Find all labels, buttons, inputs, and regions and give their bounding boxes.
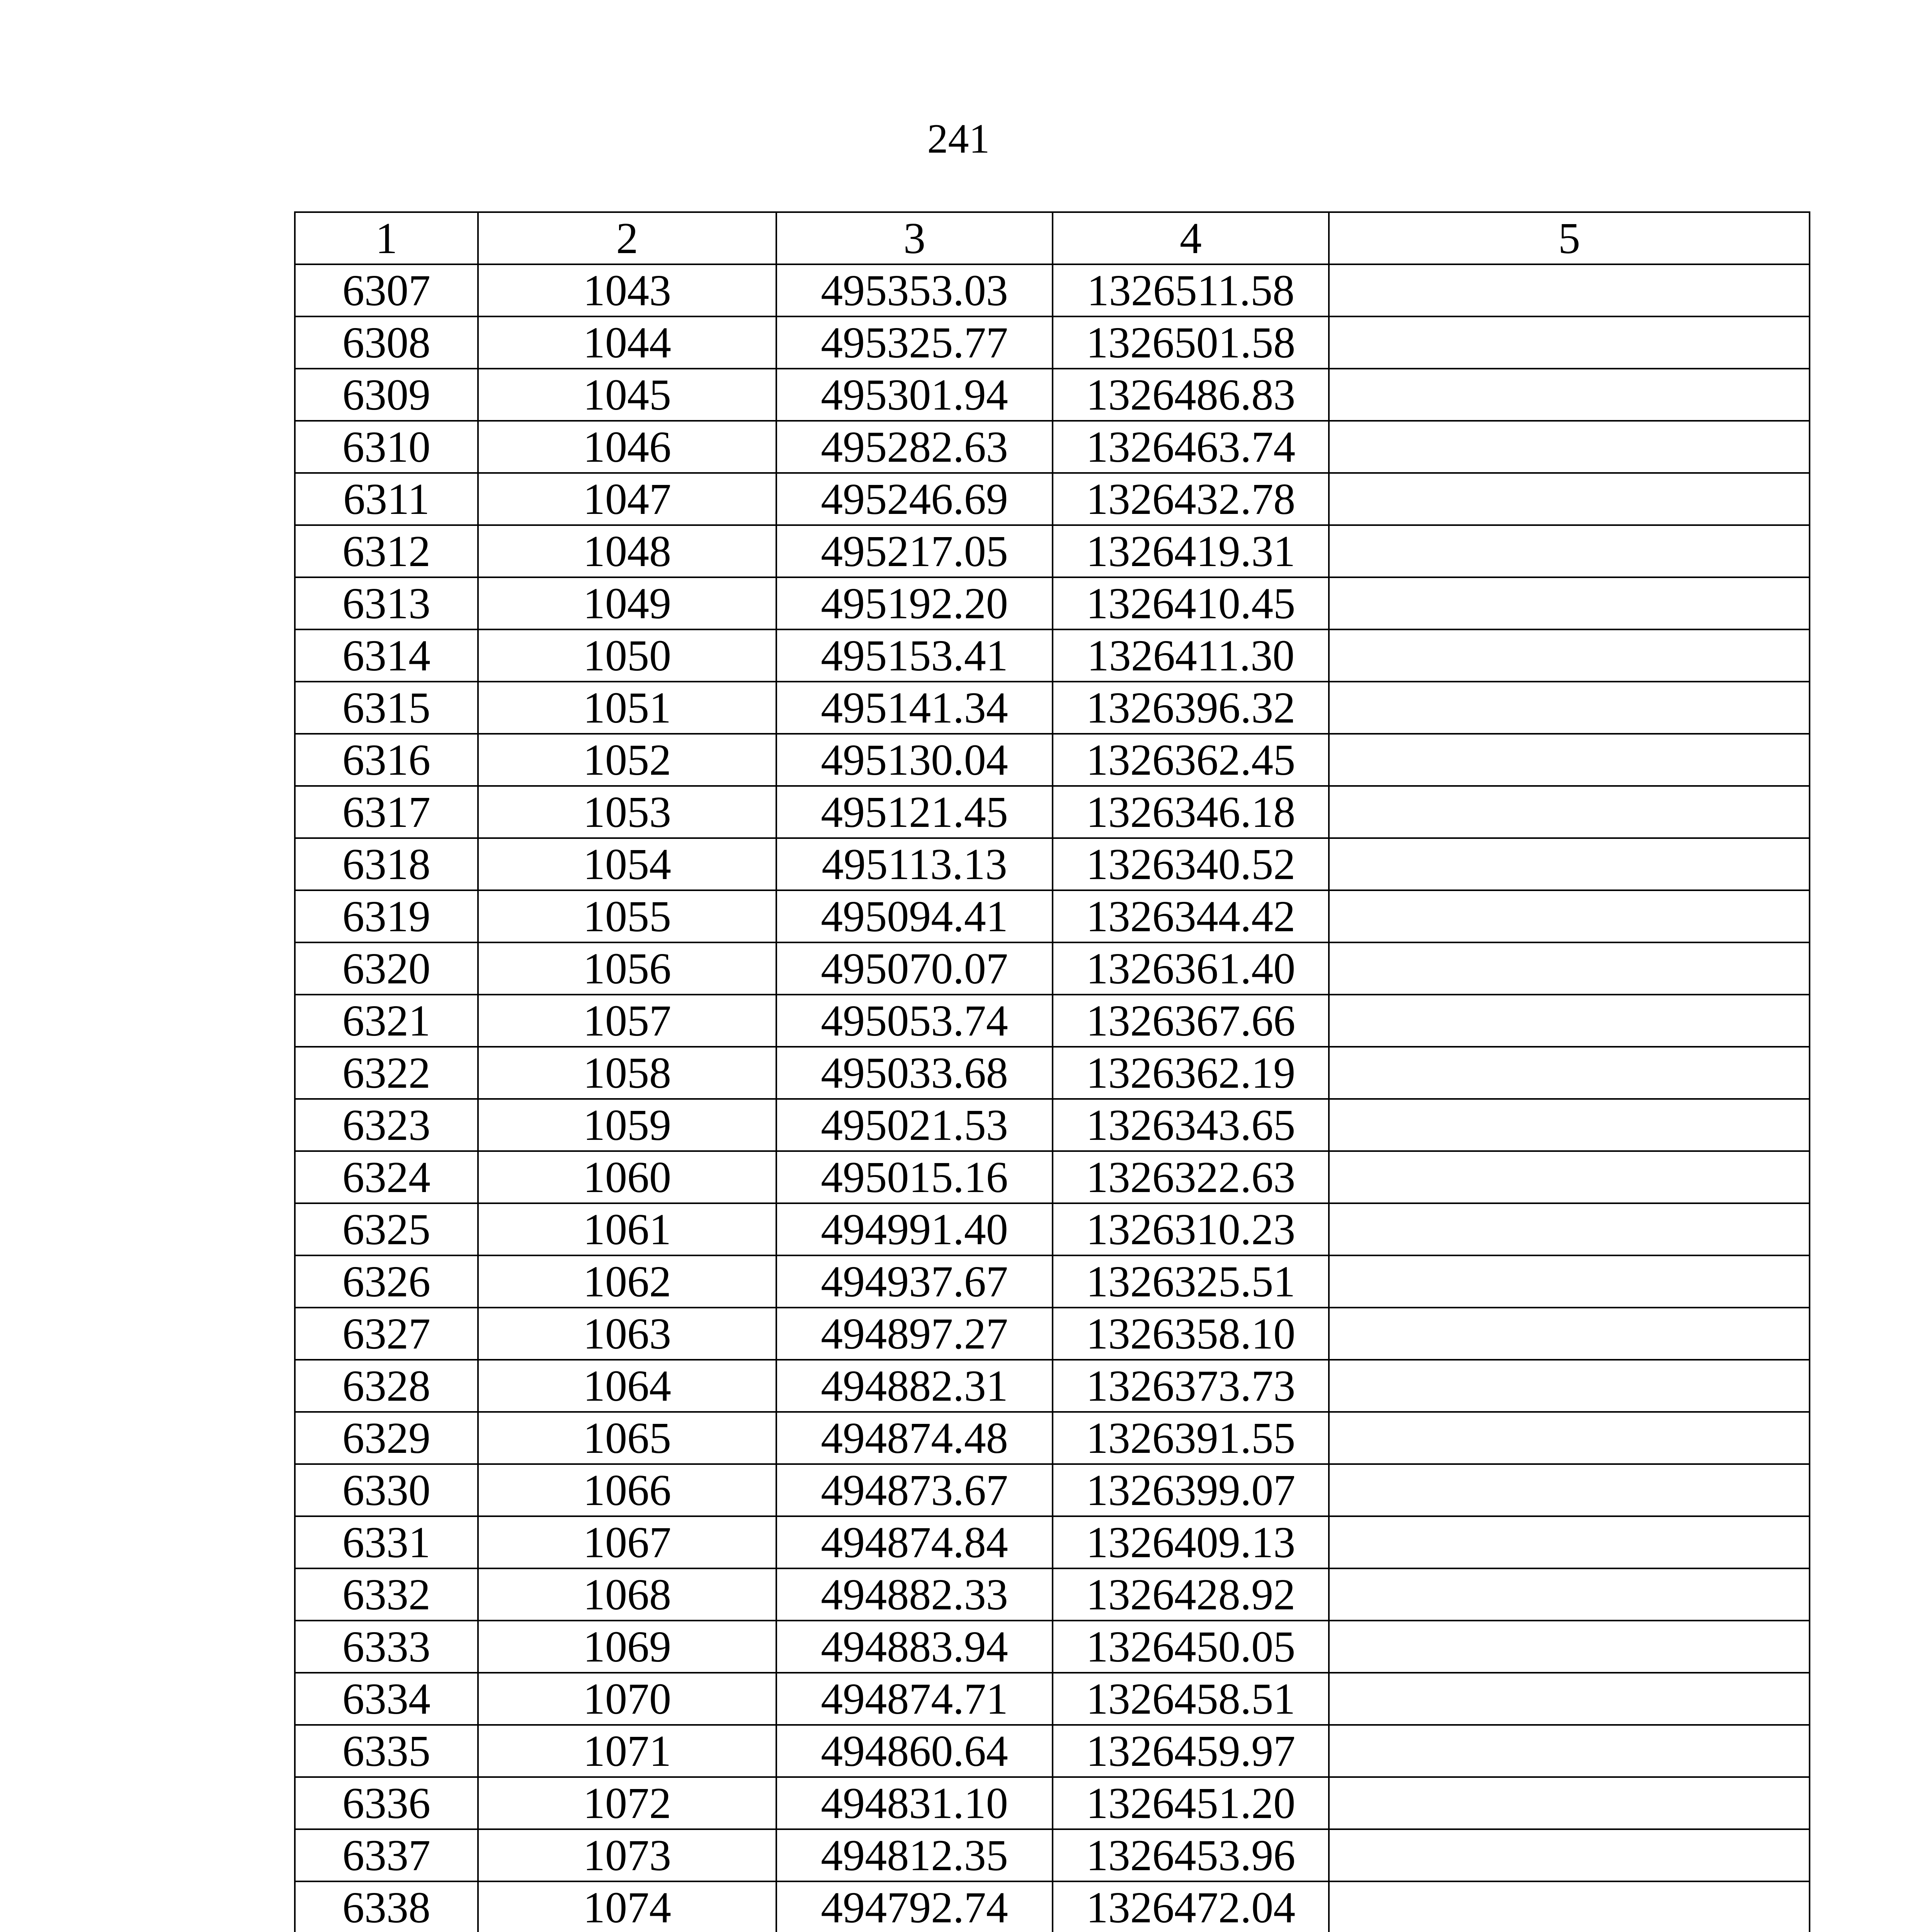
table-row <box>295 1725 1810 1777</box>
table-row <box>295 525 1810 577</box>
table-cell-col-3: 495301.94 <box>776 369 1053 421</box>
header-cell-1: 1 <box>295 212 478 264</box>
table-cell-col-2: 1071 <box>478 1725 776 1777</box>
table-cell-col-2: 1066 <box>478 1464 776 1516</box>
table-cell-col-1: 6333 <box>295 1621 478 1673</box>
table-cell-col-1: 6332 <box>295 1568 478 1621</box>
table-cell-col-1: 6317 <box>295 786 478 838</box>
table-cell-col-2: 1043 <box>478 264 776 316</box>
table-row <box>295 942 1810 995</box>
table-cell-col-1: 6315 <box>295 682 478 734</box>
table-cell-col-2: 1074 <box>478 1881 776 1932</box>
table-cell-col-5 <box>1329 1099 1810 1151</box>
table-cell-col-4: 1326472.04 <box>1053 1881 1329 1932</box>
table-cell-col-4: 1326361.40 <box>1053 942 1329 995</box>
table-cell-col-2: 1045 <box>478 369 776 421</box>
table-cell-col-4: 1326428.92 <box>1053 1568 1329 1621</box>
table-row <box>295 1360 1810 1412</box>
table-cell-col-4: 1326340.52 <box>1053 838 1329 890</box>
table-row <box>295 629 1810 682</box>
table-cell-col-5 <box>1329 1777 1810 1829</box>
table-header-row <box>295 212 1810 264</box>
table-row <box>295 1308 1810 1360</box>
table-cell-col-2: 1069 <box>478 1621 776 1673</box>
table-row <box>295 1151 1810 1203</box>
table-cell-col-2: 1047 <box>478 473 776 525</box>
table-cell-col-3: 495353.03 <box>776 264 1053 316</box>
table-cell-col-3: 494874.84 <box>776 1516 1053 1568</box>
table-cell-col-1: 6331 <box>295 1516 478 1568</box>
table-cell-col-5 <box>1329 1308 1810 1360</box>
table-cell-col-2: 1061 <box>478 1203 776 1255</box>
table-cell-col-2: 1050 <box>478 629 776 682</box>
table-cell-col-3: 495192.20 <box>776 577 1053 629</box>
table-cell-col-1: 6328 <box>295 1360 478 1412</box>
table-cell-col-5 <box>1329 1360 1810 1412</box>
table-cell-col-3: 495113.13 <box>776 838 1053 890</box>
table-cell-col-3: 494882.33 <box>776 1568 1053 1621</box>
table-cell-col-1: 6321 <box>295 995 478 1047</box>
table-cell-col-5 <box>1329 1881 1810 1932</box>
table-cell-col-3: 495153.41 <box>776 629 1053 682</box>
table-cell-col-4: 1326310.23 <box>1053 1203 1329 1255</box>
table-cell-col-5 <box>1329 1516 1810 1568</box>
table-row <box>295 264 1810 316</box>
table-cell-col-2: 1058 <box>478 1047 776 1099</box>
table-cell-col-1: 6334 <box>295 1673 478 1725</box>
table-cell-col-5 <box>1329 1255 1810 1308</box>
table-cell-col-5 <box>1329 264 1810 316</box>
table-row <box>295 1516 1810 1568</box>
table-cell-col-3: 494937.67 <box>776 1255 1053 1308</box>
page-number: 241 <box>927 116 990 162</box>
table-row <box>295 473 1810 525</box>
table-cell-col-3: 495033.68 <box>776 1047 1053 1099</box>
table-cell-col-4: 1326409.13 <box>1053 1516 1329 1568</box>
table-cell-col-5 <box>1329 1203 1810 1255</box>
table-cell-col-1: 6323 <box>295 1099 478 1151</box>
table-cell-col-4: 1326501.58 <box>1053 316 1329 369</box>
table-cell-col-2: 1046 <box>478 421 776 473</box>
table-cell-col-4: 1326322.63 <box>1053 1151 1329 1203</box>
table-cell-col-2: 1048 <box>478 525 776 577</box>
table-row <box>295 1464 1810 1516</box>
table-cell-col-5 <box>1329 525 1810 577</box>
table-cell-col-3: 495121.45 <box>776 786 1053 838</box>
table-cell-col-3: 494812.35 <box>776 1829 1053 1881</box>
table-cell-col-5 <box>1329 1412 1810 1464</box>
table-row <box>295 369 1810 421</box>
table-cell-col-5 <box>1329 1621 1810 1673</box>
table-row <box>295 1047 1810 1099</box>
header-cell-4: 4 <box>1053 212 1329 264</box>
table-cell-col-2: 1057 <box>478 995 776 1047</box>
table-cell-col-3: 494897.27 <box>776 1308 1053 1360</box>
table-row <box>295 1255 1810 1308</box>
table-row <box>295 1777 1810 1829</box>
table-cell-col-1: 6338 <box>295 1881 478 1932</box>
table-cell-col-2: 1065 <box>478 1412 776 1464</box>
table-row <box>295 1829 1810 1881</box>
table-cell-col-2: 1053 <box>478 786 776 838</box>
table-cell-col-1: 6335 <box>295 1725 478 1777</box>
table-cell-col-1: 6310 <box>295 421 478 473</box>
table-cell-col-4: 1326458.51 <box>1053 1673 1329 1725</box>
table-cell-col-3: 495246.69 <box>776 473 1053 525</box>
header-cell-5: 5 <box>1329 212 1810 264</box>
table-cell-col-4: 1326463.74 <box>1053 421 1329 473</box>
table-cell-col-3: 495141.34 <box>776 682 1053 734</box>
table-row <box>295 1673 1810 1725</box>
table-cell-col-3: 495021.53 <box>776 1099 1053 1151</box>
table-cell-col-4: 1326399.07 <box>1053 1464 1329 1516</box>
table-cell-col-5 <box>1329 473 1810 525</box>
table-row <box>295 316 1810 369</box>
table-row <box>295 1412 1810 1464</box>
table-cell-col-2: 1055 <box>478 890 776 942</box>
table-cell-col-1: 6307 <box>295 264 478 316</box>
coordinates-table <box>294 211 1810 1932</box>
table-cell-col-3: 495282.63 <box>776 421 1053 473</box>
table-cell-col-3: 495015.16 <box>776 1151 1053 1203</box>
table-cell-col-3: 495094.41 <box>776 890 1053 942</box>
table-body <box>295 264 1810 1932</box>
table-cell-col-4: 1326373.73 <box>1053 1360 1329 1412</box>
table-cell-col-1: 6311 <box>295 473 478 525</box>
table-cell-col-2: 1070 <box>478 1673 776 1725</box>
table-cell-col-1: 6318 <box>295 838 478 890</box>
table-cell-col-3: 494874.71 <box>776 1673 1053 1725</box>
table-cell-col-5 <box>1329 629 1810 682</box>
table-cell-col-3: 494991.40 <box>776 1203 1053 1255</box>
table-cell-col-4: 1326459.97 <box>1053 1725 1329 1777</box>
table-row <box>295 890 1810 942</box>
table-cell-col-3: 494860.64 <box>776 1725 1053 1777</box>
table-cell-col-2: 1052 <box>478 734 776 786</box>
table-cell-col-4: 1326450.05 <box>1053 1621 1329 1673</box>
table-cell-col-4: 1326411.30 <box>1053 629 1329 682</box>
table-cell-col-1: 6316 <box>295 734 478 786</box>
table-cell-col-1: 6325 <box>295 1203 478 1255</box>
table-cell-col-5 <box>1329 734 1810 786</box>
table-cell-col-5 <box>1329 786 1810 838</box>
table-row <box>295 682 1810 734</box>
table-cell-col-5 <box>1329 1568 1810 1621</box>
table-cell-col-1: 6330 <box>295 1464 478 1516</box>
table-cell-col-5 <box>1329 682 1810 734</box>
table-cell-col-5 <box>1329 890 1810 942</box>
table-cell-col-1: 6329 <box>295 1412 478 1464</box>
table-cell-col-4: 1326325.51 <box>1053 1255 1329 1308</box>
table-row <box>295 786 1810 838</box>
table-row <box>295 995 1810 1047</box>
table-cell-col-4: 1326396.32 <box>1053 682 1329 734</box>
table-row <box>295 1568 1810 1621</box>
table-cell-col-2: 1054 <box>478 838 776 890</box>
table-cell-col-2: 1060 <box>478 1151 776 1203</box>
table-cell-col-5 <box>1329 421 1810 473</box>
table-cell-col-4: 1326391.55 <box>1053 1412 1329 1464</box>
table-row <box>295 734 1810 786</box>
table-cell-col-4: 1326367.66 <box>1053 995 1329 1047</box>
table-cell-col-3: 494831.10 <box>776 1777 1053 1829</box>
table-cell-col-1: 6308 <box>295 316 478 369</box>
table-cell-col-4: 1326410.45 <box>1053 577 1329 629</box>
table-cell-col-2: 1064 <box>478 1360 776 1412</box>
table-cell-col-4: 1326362.19 <box>1053 1047 1329 1099</box>
table-cell-col-1: 6336 <box>295 1777 478 1829</box>
table-cell-col-1: 6327 <box>295 1308 478 1360</box>
table-cell-col-4: 1326344.42 <box>1053 890 1329 942</box>
table-cell-col-2: 1072 <box>478 1777 776 1829</box>
table-cell-col-5 <box>1329 1047 1810 1099</box>
table-cell-col-3: 494874.48 <box>776 1412 1053 1464</box>
table-cell-col-4: 1326511.58 <box>1053 264 1329 316</box>
table-row <box>295 421 1810 473</box>
header-cell-3: 3 <box>776 212 1053 264</box>
table-cell-col-2: 1062 <box>478 1255 776 1308</box>
table-cell-col-4: 1326346.18 <box>1053 786 1329 838</box>
table-row <box>295 1881 1810 1932</box>
table-cell-col-2: 1049 <box>478 577 776 629</box>
table-cell-col-2: 1056 <box>478 942 776 995</box>
table-cell-col-5 <box>1329 1829 1810 1881</box>
header-cell-2: 2 <box>478 212 776 264</box>
table-cell-col-3: 495130.04 <box>776 734 1053 786</box>
table-cell-col-2: 1059 <box>478 1099 776 1151</box>
table-cell-col-2: 1044 <box>478 316 776 369</box>
table-cell-col-1: 6326 <box>295 1255 478 1308</box>
table-cell-col-1: 6337 <box>295 1829 478 1881</box>
table-cell-col-1: 6313 <box>295 577 478 629</box>
table-cell-col-1: 6312 <box>295 525 478 577</box>
table-row <box>295 1621 1810 1673</box>
table-cell-col-5 <box>1329 942 1810 995</box>
table-cell-col-1: 6320 <box>295 942 478 995</box>
table-cell-col-5 <box>1329 1673 1810 1725</box>
table-cell-col-3: 495053.74 <box>776 995 1053 1047</box>
table-cell-col-4: 1326451.20 <box>1053 1777 1329 1829</box>
table-cell-col-2: 1068 <box>478 1568 776 1621</box>
table-cell-col-4: 1326453.96 <box>1053 1829 1329 1881</box>
table-row <box>295 1203 1810 1255</box>
table-cell-col-3: 495217.05 <box>776 525 1053 577</box>
table-cell-col-3: 494883.94 <box>776 1621 1053 1673</box>
table-cell-col-4: 1326358.10 <box>1053 1308 1329 1360</box>
table-cell-col-4: 1326419.31 <box>1053 525 1329 577</box>
table-cell-col-1: 6314 <box>295 629 478 682</box>
table-cell-col-5 <box>1329 316 1810 369</box>
table-cell-col-3: 494792.74 <box>776 1881 1053 1932</box>
table-cell-col-3: 494882.31 <box>776 1360 1053 1412</box>
table-cell-col-3: 495070.07 <box>776 942 1053 995</box>
table-cell-col-5 <box>1329 1464 1810 1516</box>
table-cell-col-2: 1051 <box>478 682 776 734</box>
table-cell-col-2: 1063 <box>478 1308 776 1360</box>
table-cell-col-2: 1073 <box>478 1829 776 1881</box>
table-cell-col-5 <box>1329 1725 1810 1777</box>
table-cell-col-4: 1326362.45 <box>1053 734 1329 786</box>
table-cell-col-4: 1326432.78 <box>1053 473 1329 525</box>
table-row <box>295 838 1810 890</box>
table-cell-col-1: 6319 <box>295 890 478 942</box>
table-row <box>295 1099 1810 1151</box>
table-cell-col-4: 1326486.83 <box>1053 369 1329 421</box>
table-cell-col-5 <box>1329 995 1810 1047</box>
table-cell-col-5 <box>1329 369 1810 421</box>
table-cell-col-3: 494873.67 <box>776 1464 1053 1516</box>
table-cell-col-5 <box>1329 1151 1810 1203</box>
table-cell-col-5 <box>1329 838 1810 890</box>
table-row <box>295 577 1810 629</box>
table-cell-col-3: 495325.77 <box>776 316 1053 369</box>
table-cell-col-1: 6322 <box>295 1047 478 1099</box>
table-cell-col-1: 6324 <box>295 1151 478 1203</box>
table-cell-col-1: 6309 <box>295 369 478 421</box>
table-cell-col-2: 1067 <box>478 1516 776 1568</box>
table-cell-col-4: 1326343.65 <box>1053 1099 1329 1151</box>
table-cell-col-5 <box>1329 577 1810 629</box>
